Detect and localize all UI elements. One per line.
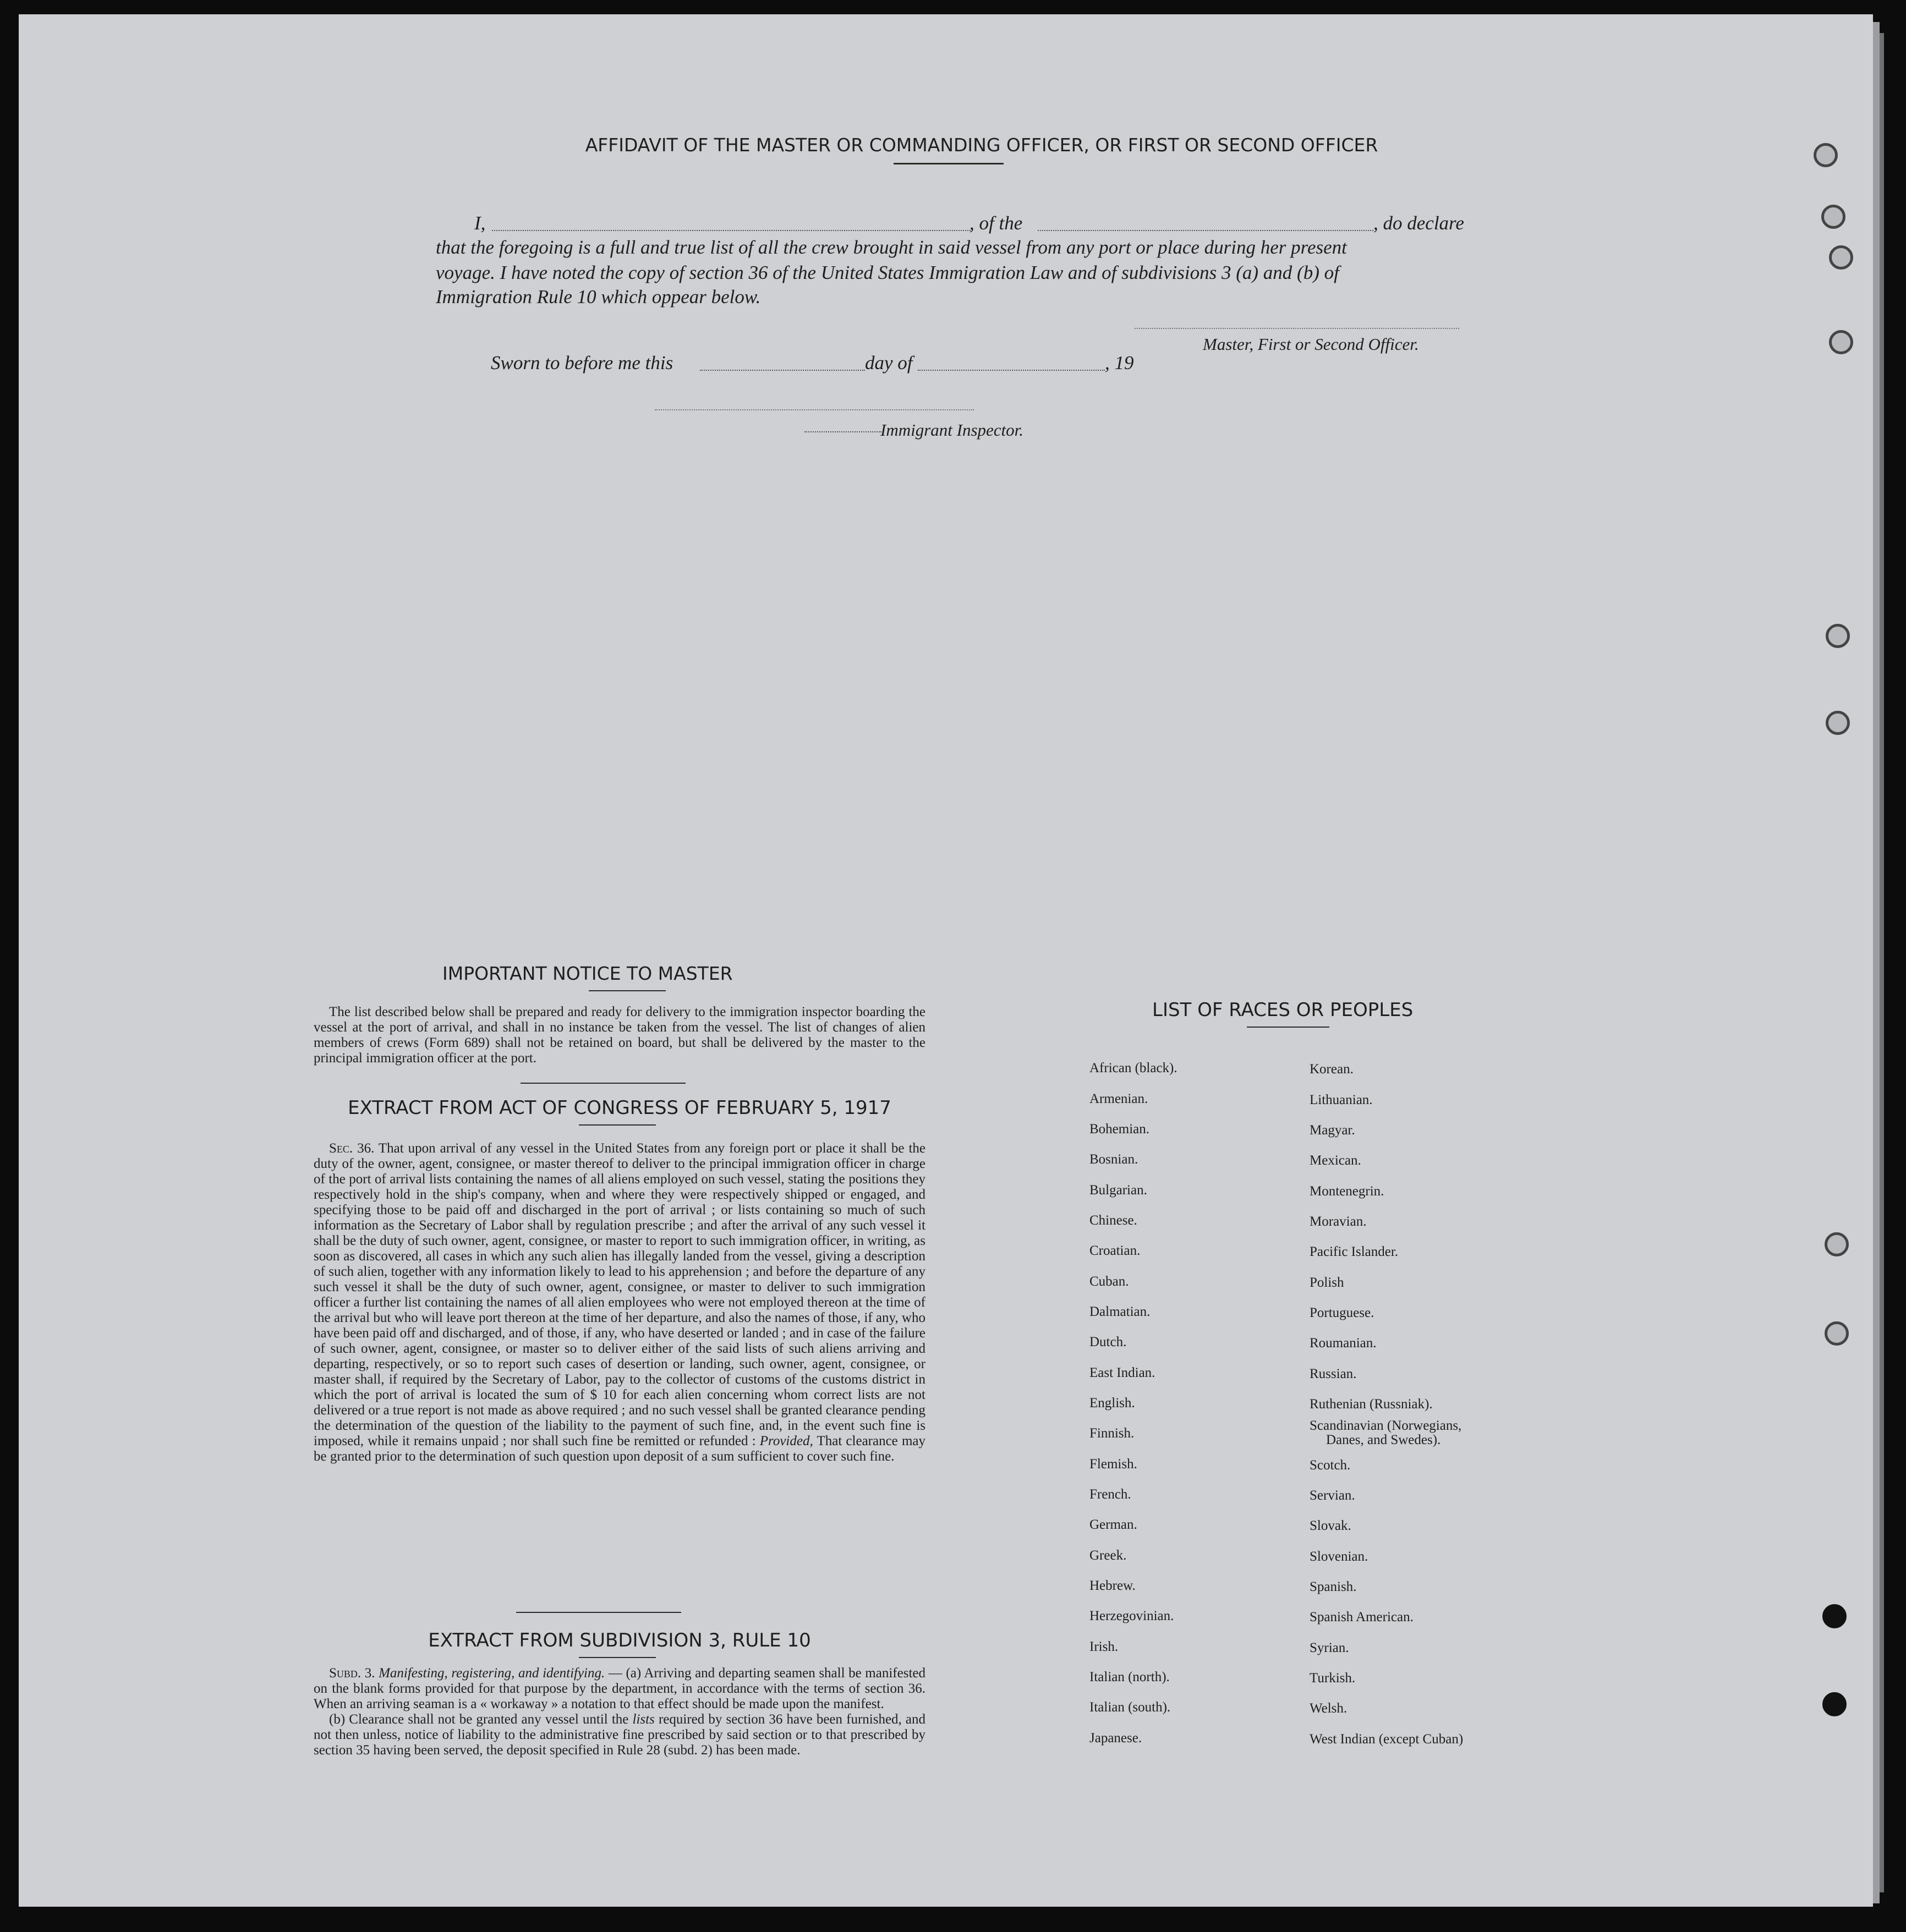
month-blank[interactable]: [918, 370, 1105, 371]
race-item: Italian (south).: [1089, 1700, 1171, 1715]
race-item: Greek.: [1089, 1548, 1127, 1563]
affidavit-line-2: that the foregoing is a full and true list of all the crew brought in said vessel from any port or place during her present: [436, 237, 1347, 258]
binder-hole: [1814, 143, 1838, 167]
inspector-label: Immigrant Inspector.: [880, 420, 1024, 440]
act-underline: [579, 1124, 656, 1126]
vessel-blank[interactable]: [1038, 230, 1373, 231]
race-item: Finnish.: [1089, 1426, 1135, 1441]
race-item: Croatian.: [1089, 1243, 1141, 1258]
race-item: Turkish.: [1310, 1671, 1356, 1686]
rule-subd-label: Subd. 3.: [329, 1666, 375, 1681]
binder-hole: [1826, 711, 1850, 735]
notice-text: The list described below shall be prepared and ready for delivery to the immigration inspector boarding the vessel at the port of arrival, and shall in no instance be taken from the vessel. The list of changes of alien members of crews (Form 689) shall not be retained on board, but shall be delivered by the master to the principal immigration officer at the port.: [314, 1005, 925, 1066]
master-signature-label: Master, First or Second Officer.: [1203, 334, 1419, 354]
race-item: Scandinavian (Norwegians,: [1310, 1418, 1462, 1433]
races-title: LIST OF RACES OR PEOPLES: [1152, 999, 1414, 1021]
race-item: Scotch.: [1310, 1458, 1351, 1473]
race-item: Slovenian.: [1310, 1549, 1368, 1564]
document-page: [19, 14, 1873, 1907]
year-label: , 19: [1105, 352, 1134, 374]
race-item: German.: [1089, 1517, 1137, 1532]
notice-underline: [589, 990, 666, 991]
race-item: Roumanian.: [1310, 1336, 1377, 1351]
act-separator: [516, 1612, 681, 1613]
race-item: African (black).: [1089, 1061, 1177, 1075]
race-item: East Indian.: [1089, 1365, 1155, 1380]
rule-b-prefix: (b) Clearance shall not be granted any vessel until the: [329, 1712, 629, 1727]
race-item: Spanish American.: [1310, 1610, 1414, 1624]
binder-hole: [1826, 624, 1850, 648]
race-item: Montenegrin.: [1310, 1184, 1384, 1199]
race-item: West Indian (except Cuban): [1310, 1732, 1464, 1747]
page-edge: [1873, 22, 1880, 1903]
affidavit-do-declare: , do declare: [1373, 212, 1464, 234]
rule-b-lists: lists: [632, 1712, 655, 1727]
act-title: EXTRACT FROM ACT OF CONGRESS OF FEBRUARY 5, 1917: [348, 1097, 891, 1119]
binder-hole: [1825, 1321, 1849, 1346]
binder-hole: [1822, 1604, 1847, 1628]
affidavit-of-the: , of the: [970, 212, 1023, 234]
notice-title: IMPORTANT NOTICE TO MASTER: [442, 963, 733, 984]
affidavit-title: AFFIDAVIT OF THE MASTER OR COMMANDING OFFICER, OR FIRST OR SECOND OFFICER: [585, 134, 1378, 156]
page-edge-shadow: [1880, 33, 1884, 1892]
race-item: Russian.: [1310, 1366, 1357, 1381]
race-item: Herzegovinian.: [1089, 1609, 1174, 1623]
binder-hole: [1822, 1692, 1847, 1716]
name-blank[interactable]: [492, 230, 971, 231]
race-item: Syrian.: [1310, 1640, 1349, 1655]
rule-underline: [579, 1657, 656, 1658]
act-body: That upon arrival of any vessel in the United States from any foreign port or place it shall be the duty of the owner, agent, consignee, or master thereof to deliver to the principal immigration officer in charge of the port of arrival lists containing the names of all aliens employed on such vessel, stating the positions they respectively hold in the ship's company, when and where they were respectively shipped or engaged, and specifying those to be paid off and discharged in the port of arrival ; or lists containing so much of such information as the Secretary of Labor shall by regulation prescribe ; and after the arrival of any such vessel it shall be the duty of such owner, agent, consignee, or master to report to such immigration officer, in writing, as soon as discovered, all cases in which any such alien has illegally landed from the vessel, giving a description of such alien, together with any information likely to lead to his apprehension ; and before the departure of any such vessel it shall be the duty of such owner, agent, consignee, or master to deliver to such immigration officer a further list containing the names of all alien employees who were not employed thereon at the time of the arrival but who will leave port thereon at the time of her departure, and also the names of those, if any, who have been paid off and discharged, and of those, if any, who have deserted or landed ; and in case of the failure of such owner, agent, consignee, or master so to deliver either of the said lists of such aliens arriving and departing, respectively, or so to report such cases of desertion or landing, such owner, agent, consignee, or master shall, if required by the Secretary of Labor, pay to the collector of customs of the customs district in which the port of arrival is located the sum of $ 10 for each alien concerning whom correct lists are not delivered or a true report is not made as above required ; and no such vessel shall be granted clearance pending the determination of the question of the liability to the payment of such fine, and, in the event such fine is imposed, while it remains unpaid ; nor shall such fine be remitted or refunded :: [314, 1141, 925, 1448]
act-text: [314, 1141, 925, 1464]
race-item: Bosnian.: [1089, 1152, 1138, 1167]
notice-separator: [521, 1083, 686, 1084]
binder-hole: [1829, 245, 1853, 270]
binder-hole: [1821, 205, 1845, 229]
binder-hole: [1825, 1232, 1849, 1256]
race-item: Japanese.: [1089, 1731, 1142, 1746]
race-item: Lithuanian.: [1310, 1093, 1373, 1107]
act-body-end: That clearance may be granted prior to the determination of such question upon deposit of a sum sufficient to cover such fine.: [314, 1434, 925, 1464]
race-item: Welsh.: [1310, 1701, 1348, 1716]
race-item: Polish: [1310, 1275, 1344, 1290]
race-item: Dutch.: [1089, 1335, 1127, 1349]
race-item: French.: [1089, 1487, 1131, 1502]
race-item: Flemish.: [1089, 1457, 1137, 1472]
race-item: Moravian.: [1310, 1214, 1367, 1229]
title-underline: [894, 163, 1004, 164]
race-item: Bulgarian.: [1089, 1183, 1147, 1198]
binder-hole: [1829, 330, 1853, 354]
affidavit-line-3: voyage. I have noted the copy of section 36 of the United States Immigration Law and of subdivisions 3 (a) and (b) of: [436, 262, 1339, 283]
inspector-signature-line[interactable]: [655, 409, 974, 410]
race-item: Danes, and Swedes).: [1326, 1432, 1441, 1447]
race-item: Ruthenian (Russniak).: [1310, 1397, 1433, 1412]
race-item: Portuguese.: [1310, 1305, 1374, 1320]
rule-subd-title: Manifesting, registering, and identifying.: [379, 1666, 605, 1681]
affidavit-i: I,: [474, 212, 486, 234]
rule-b-text: required by section 36 have been furnished, and not then unless, notice of liability to the administrative fine prescribed by said section or to that prescribed by section 35 having been served, the deposit specified in Rule 28 (subd. 2) has been made.: [314, 1712, 926, 1758]
day-of-label: day of: [865, 352, 913, 374]
race-item: Spanish.: [1310, 1579, 1357, 1594]
race-item: English.: [1089, 1396, 1135, 1410]
race-item: Dalmatian.: [1089, 1304, 1151, 1319]
race-item: Armenian.: [1089, 1091, 1148, 1106]
inspector-dots: [804, 431, 881, 432]
races-underline: [1247, 1027, 1329, 1028]
affidavit-line-4: Immigration Rule 10 which oppear below.: [436, 286, 761, 308]
race-item: Italian (north).: [1089, 1670, 1170, 1684]
act-provided: Provided,: [759, 1434, 813, 1448]
rule-title: EXTRACT FROM SUBDIVISION 3, RULE 10: [428, 1629, 811, 1651]
race-item: Hebrew.: [1089, 1578, 1136, 1593]
race-item: Bohemian.: [1089, 1122, 1150, 1137]
master-signature-line[interactable]: [1135, 328, 1459, 329]
race-item: Magyar.: [1310, 1123, 1355, 1138]
rule-text: [314, 1666, 925, 1758]
rule-a-text: — (a) Arriving and departing seamen shall be manifested on the blank forms provided for that purpose by the department, in accordance with the terms of section 36. When an arriving seaman is a « workaway » a notation to that effect should be made upon the manifest.: [314, 1666, 925, 1711]
race-item: Slovak.: [1310, 1518, 1351, 1533]
race-item: Servian.: [1310, 1488, 1355, 1503]
sworn-day-blank[interactable]: [700, 370, 865, 371]
race-item: Pacific Islander.: [1310, 1244, 1399, 1259]
race-item: Chinese.: [1089, 1213, 1137, 1228]
sworn-label: Sworn to before me this: [491, 352, 673, 374]
race-item: Irish.: [1089, 1639, 1119, 1654]
race-item: Mexican.: [1310, 1153, 1361, 1168]
race-item: Korean.: [1310, 1062, 1354, 1077]
race-item: Cuban.: [1089, 1274, 1129, 1289]
act-sec-label: Sec. 36.: [329, 1141, 375, 1156]
